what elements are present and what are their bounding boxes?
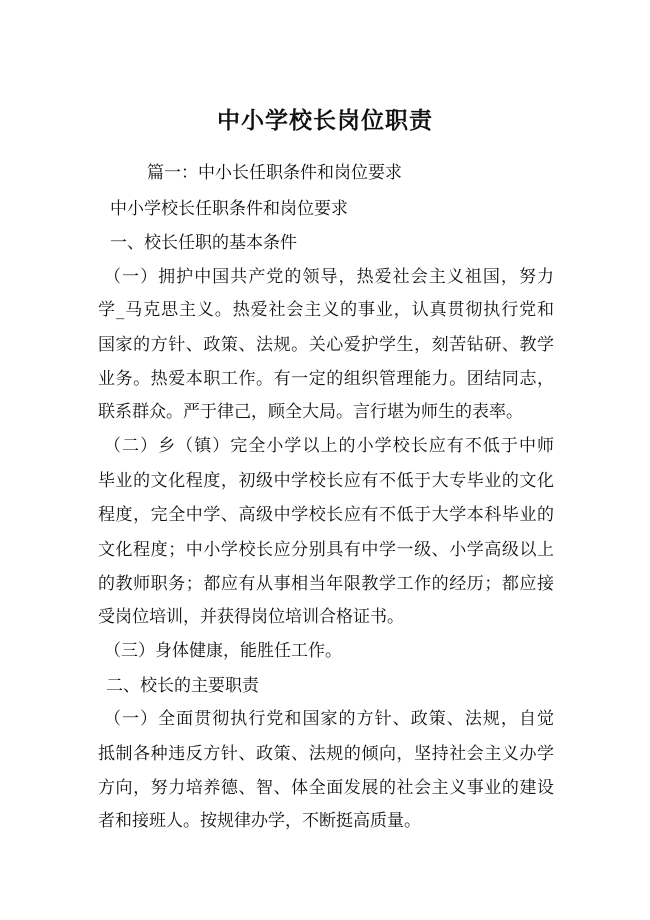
paragraph-line: （一）全面贯彻执行党和国家的方针、政策、法规，自觉	[104, 709, 554, 729]
paragraph-line: 学_马克思主义。热爱社会主义的事业，认真贯彻执行党和	[98, 300, 554, 320]
subheading: 一、校长任职的基本条件	[110, 233, 297, 253]
document-title: 中小学校长岗位职责	[217, 108, 433, 134]
paragraph-line: 联系群众。严于律己，顾全大局。言行堪为师生的表率。	[98, 402, 523, 422]
paragraph-line: 受岗位培训，并获得岗位培训合格证书。	[98, 607, 404, 627]
paragraph-line: （二）乡（镇）完全小学以上的小学校长应有不低于中师	[104, 436, 554, 456]
paragraph-line: （一）拥护中国共产党的领导，热爱社会主义祖国，努力	[104, 267, 554, 287]
paragraph-line: 文化程度；中小学校长应分别具有中学一级、小学高级以上	[98, 540, 554, 560]
paragraph-line: 的教师职务；都应有从事相当年限教学工作的经历；都应接	[98, 574, 554, 594]
section-heading: 篇一：中小长任职条件和岗位要求	[147, 163, 402, 183]
paragraph-line: （三）身体健康，能胜任工作。	[104, 641, 342, 661]
paragraph-line: 方向，努力培养德、智、体全面发展的社会主义事业的建设	[98, 778, 554, 798]
subheading: 中小学校长任职条件和岗位要求	[110, 199, 348, 219]
paragraph-line: 业务。热爱本职工作。有一定的组织管理能力。团结同志，	[98, 369, 554, 389]
paragraph-line: 者和接班人。按规律办学，不断挺高质量。	[98, 811, 421, 831]
paragraph-line: 抵制各种违反方针、政策、法规的倾向，坚持社会主义办学	[98, 744, 554, 764]
subheading: 二、校长的主要职责	[106, 676, 259, 696]
paragraph-line: 毕业的文化程度，初级中学校长应有不低于大专毕业的文化	[98, 471, 554, 491]
paragraph-line: 国家的方针、政策、法规。关心爱护学生，刻苦钻研、教学	[98, 335, 554, 355]
paragraph-line: 程度，完全中学、高级中学校长应有不低于大学本科毕业的	[98, 505, 554, 525]
